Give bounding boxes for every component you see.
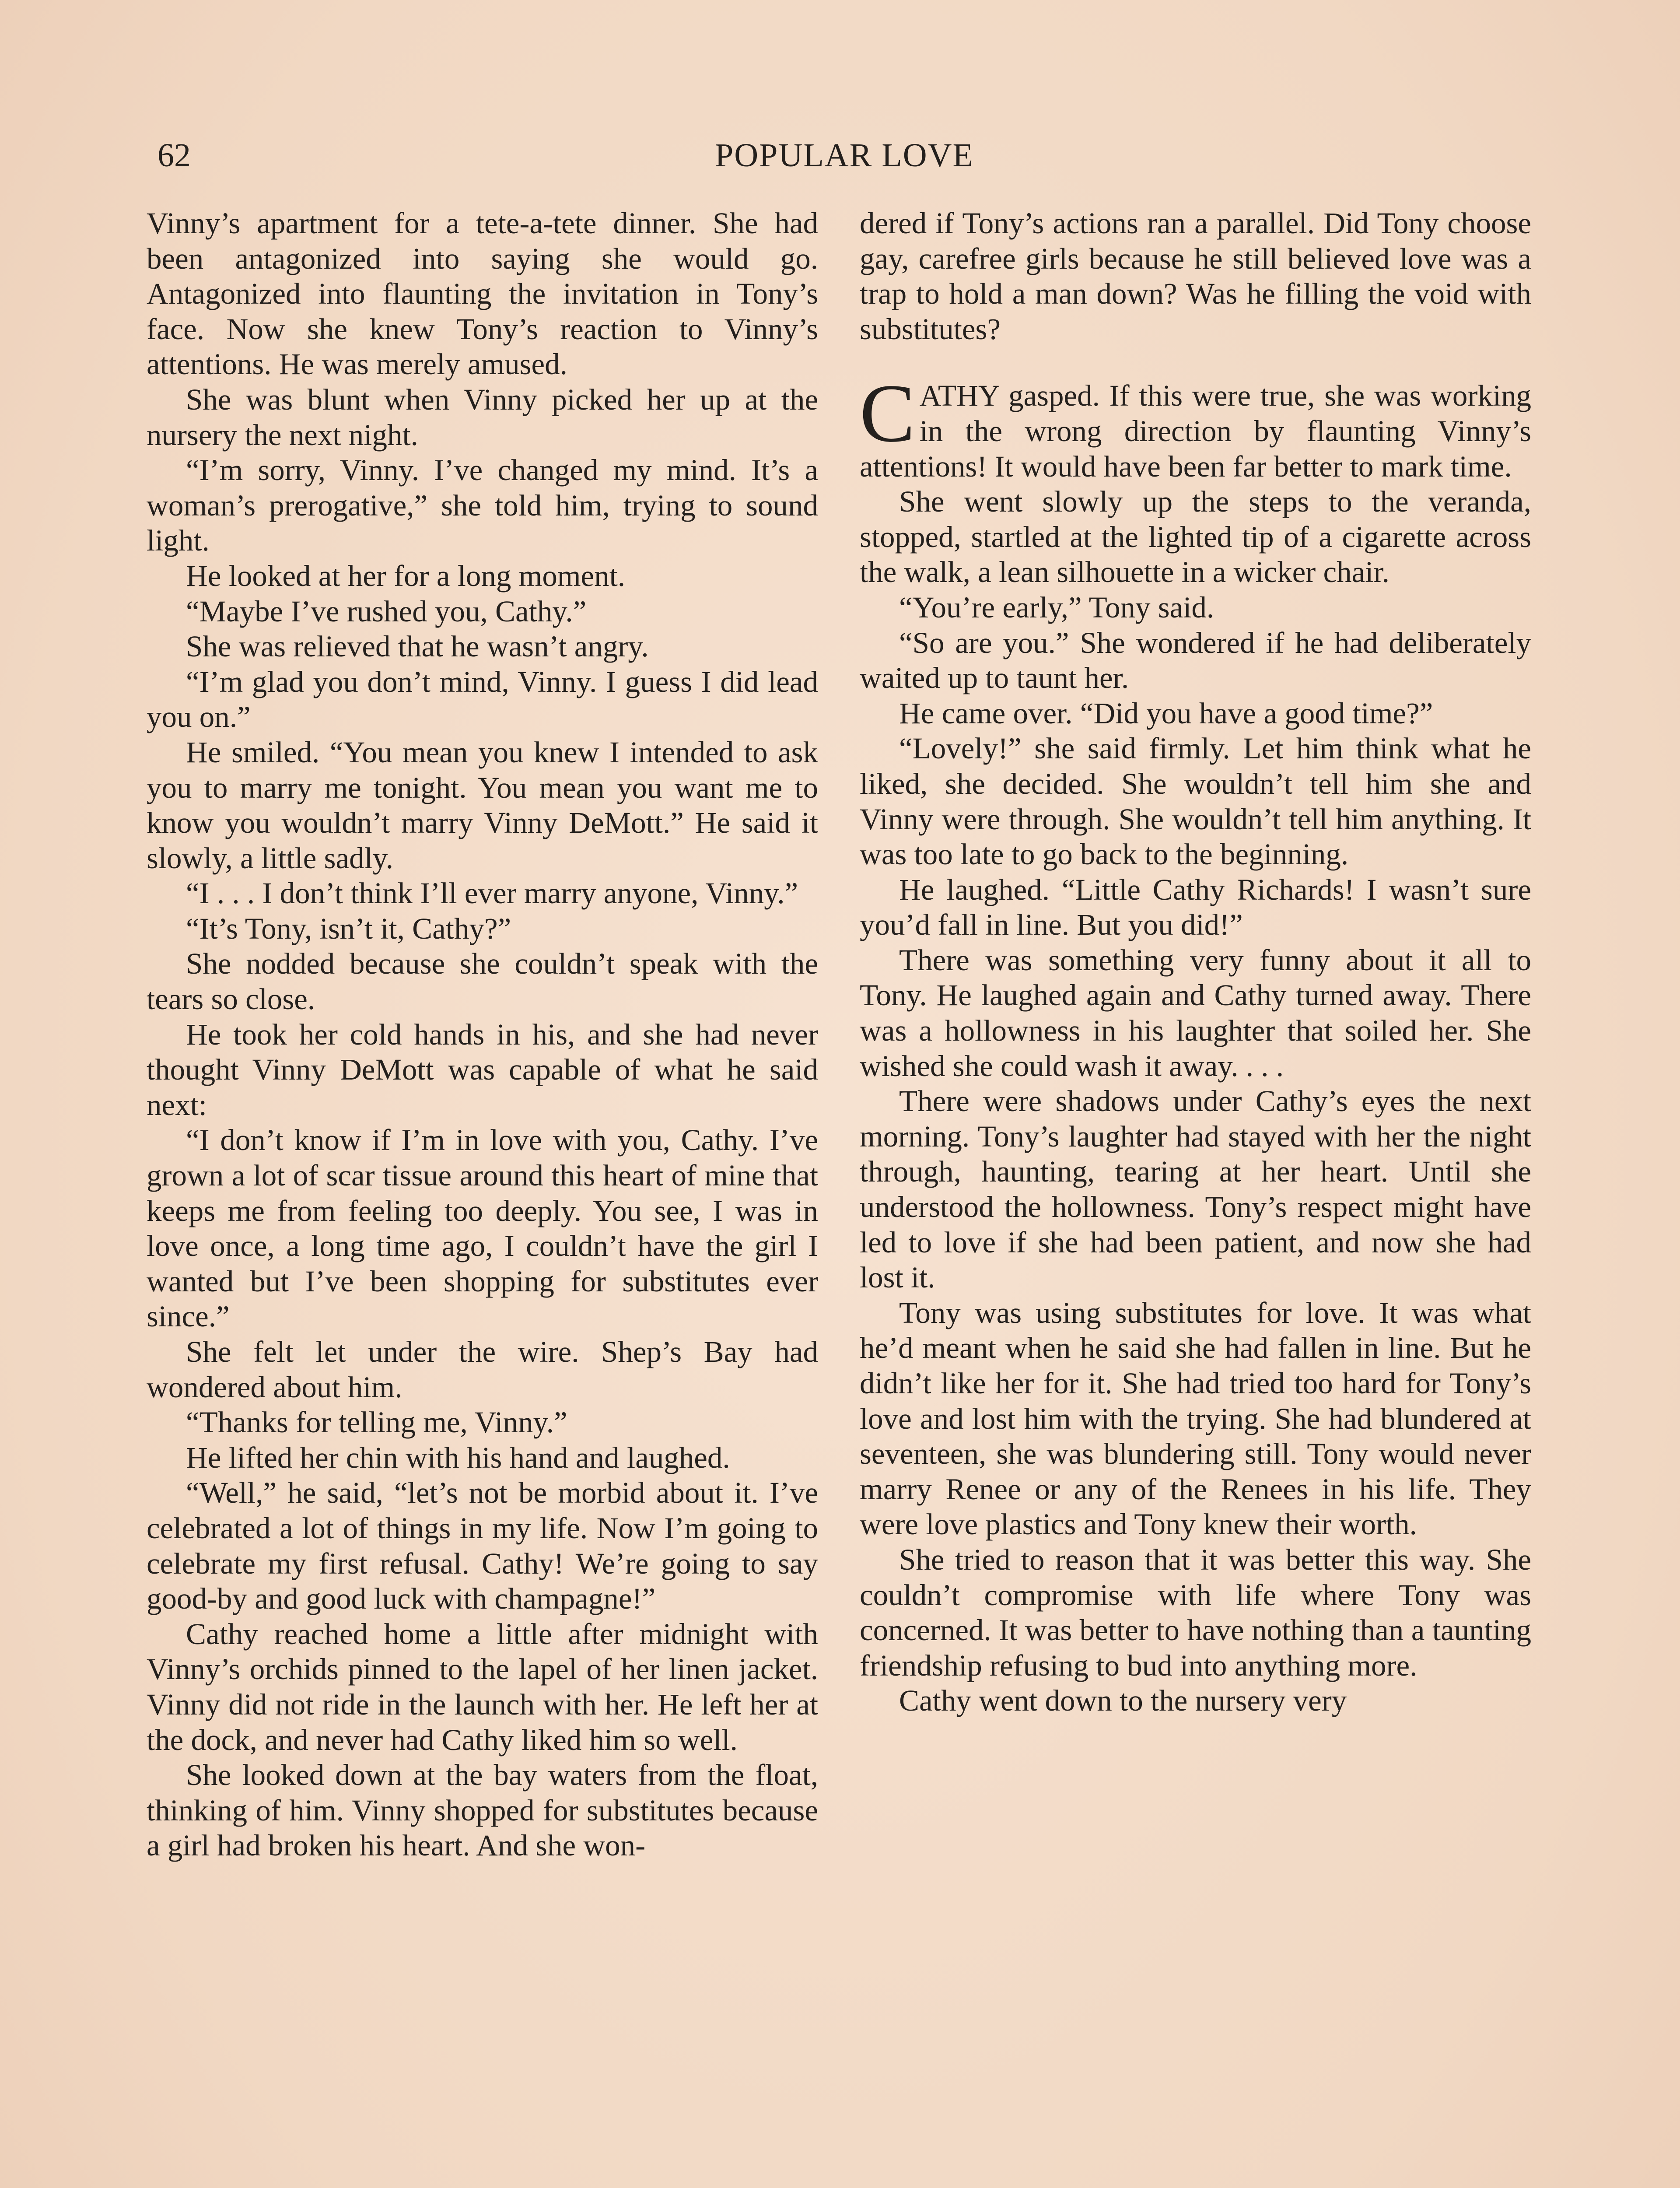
drop-cap: C: [860, 368, 915, 460]
left-text-column: [147, 206, 818, 1863]
paragraph: She nodded because she couldn’t speak with the tears so close.: [147, 947, 818, 1016]
paragraph: Cathy reached home a little after midnight with Vinny’s orchids pinned to the lapel of her linen jacket. Vinny did not ride in the launch with her. He left her at the dock, and never had Cathy liked him so well.: [147, 1617, 818, 1757]
paragraph: She was relieved that he wasn’t angry.: [186, 630, 649, 663]
paragraph: She looked down at the bay waters from the float, thinking of him. Vinny shopped for substitutes because a girl had broken his heart. And she won-: [147, 1758, 818, 1862]
page-number: 62: [158, 137, 191, 174]
paragraph: She went slowly up the steps to the veranda, stopped, startled at the lighted tip of a cigarette across the walk, a lean silhouette in a wicker chair.: [860, 485, 1531, 589]
section-opening-paragraph: [860, 368, 1531, 484]
paragraph: He looked at her for a long moment.: [186, 559, 626, 593]
paragraph: She was blunt when Vinny picked her up at the nursery the next night.: [147, 382, 818, 452]
right-text-column: [860, 206, 1531, 1718]
paragraph: “I’m sorry, Vinny. I’ve changed my mind. It’s a woman’s prerogative,” she told him, trying to sound light.: [147, 453, 818, 558]
paragraph: dered if Tony’s actions ran a parallel. Did Tony choose gay, carefree girls because he still believed love was a trap to hold a man down? Was he filling the void with substitutes?: [860, 207, 1531, 346]
paragraph: He came over. “Did you have a good time?”: [899, 696, 1433, 730]
paragraph: Tony was using substitutes for love. It was what he’d meant when he said she had fallen in line. But he didn’t like her for it. She had tried too hard for Tony’s love and lost him with the trying. She had blundered at seventeen, she was blundering still. Tony would never marry Renee or any of the Renees in his life. They were love plastics and Tony knew their worth.: [860, 1296, 1531, 1541]
paragraph: There was something very funny about it all to Tony. He laughed again and Cathy turned away. There was a hollowness in his laughter that soiled her. She wished she could wash it away. . . .: [860, 943, 1531, 1083]
paragraph: He smiled. “You mean you knew I intended to ask you to marry me tonight. You mean you want me to know you wouldn’t marry Vinny DeMott.” He said it slowly, a little sadly.: [147, 735, 818, 875]
paragraph: “I don’t know if I’m in love with you, Cathy. I’ve grown a lot of scar tissue around this heart of mine that keeps me from feeling too deeply. You see, I was in love once, a long time ago, I couldn’t have the girl I wanted but I’ve been shopping for substitutes ever since.”: [147, 1123, 818, 1333]
paragraph: “So are you.” She wondered if he had deliberately waited up to taunt her.: [860, 626, 1531, 695]
paragraph: “Maybe I’ve rushed you, Cathy.”: [186, 594, 587, 628]
magazine-title: POPULAR LOVE: [715, 137, 974, 174]
paragraph: “Well,” he said, “let’s not be morbid about it. I’ve celebrated a lot of things in my life. Now I’m going to celebrate my first refusal. Cathy! We’re going to say good-by and good luck with champagne!”: [147, 1476, 818, 1616]
paragraph: He lifted her chin with his hand and laughed.: [186, 1441, 730, 1474]
paragraph: She tried to reason that it was better this way. She couldn’t compromise with life where Tony was concerned. It was better to have nothing than a taunting friendship refusing to bud into anything more.: [860, 1543, 1531, 1682]
paragraph: “You’re early,” Tony said.: [899, 590, 1214, 624]
paragraph: There were shadows under Cathy’s eyes the next morning. Tony’s laughter had stayed with her the night through, haunting, tearing at her heart. Until she understood the hollowness. Tony’s respect might have led to love if she had been patient, and now she had lost it.: [860, 1084, 1531, 1294]
section-opening-text: ATHY gasped. If this were true, she was working in the wrong direction by flaunting Vinny’s attentions! It would have been far better to mark time.: [860, 379, 1531, 483]
paragraph: He laughed. “Little Cathy Richards! I wasn’t sure you’d fall in line. But you did!”: [860, 873, 1531, 942]
paragraph: “I’m glad you don’t mind, Vinny. I guess I did lead you on.”: [147, 665, 818, 734]
paragraph: “Lovely!” she said firmly. Let him think what he liked, she decided. She wouldn’t tell him she and Vinny were through. She wouldn’t tell him anything. It was too late to go back to the beginning.: [860, 732, 1531, 871]
page-header: [158, 131, 1531, 179]
paragraph: “Thanks for telling me, Vinny.”: [186, 1406, 567, 1439]
paragraph: “I . . . I don’t think I’ll ever marry anyone, Vinny.”: [186, 877, 798, 910]
paragraph: Cathy went down to the nursery very: [899, 1684, 1347, 1718]
paragraph: She felt let under the wire. Shep’s Bay had wondered about him.: [147, 1335, 818, 1404]
paragraph: He took her cold hands in his, and she had never thought Vinny DeMott was capable of what he said next:: [147, 1017, 818, 1122]
paragraph: “It’s Tony, isn’t it, Cathy?”: [186, 912, 511, 945]
paragraph: Vinny’s apartment for a tete-a-tete dinner. She had been antagonized into saying she would go. Antagonized into flaunting the invitation in Tony’s face. Now she knew Tony’s reaction to Vinny’s attentions. He was merely amused.: [147, 207, 818, 381]
